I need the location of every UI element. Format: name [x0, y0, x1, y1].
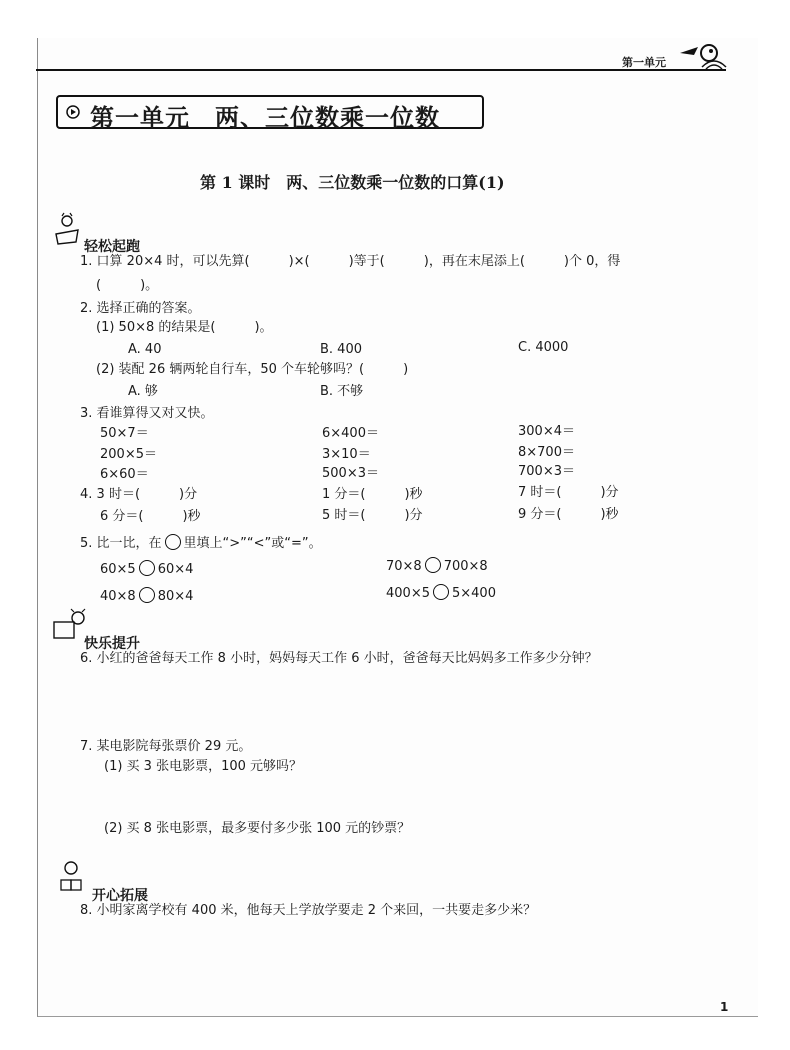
q2-opt-c: C. 4000	[518, 340, 569, 355]
section-warmup: 轻松起跑	[84, 239, 140, 255]
q4-cell: 6 分＝( )秒	[100, 509, 201, 524]
q7-sub1: (1) 买 3 张电影票，100 元够吗？	[104, 759, 303, 774]
q7-stem: 7. 某电影院每张票价 29 元。	[80, 739, 252, 754]
q5-stem	[80, 534, 322, 552]
lesson-title: 第 1 课时 两、三位数乘一位数的口算(1)	[200, 173, 505, 192]
q3-cell: 200×5＝	[100, 447, 157, 462]
compare-circle[interactable]	[139, 587, 155, 603]
q3-cell: 8×700＝	[518, 445, 575, 460]
q2-sub2: (2) 装配 26 辆两轮自行车，50 个车轮够吗？( )	[96, 362, 409, 377]
q8-text: 8. 小明家离学校有 400 米，他每天上学放学要走 2 个来回，一共要走多少米？	[80, 903, 537, 918]
q4-cell: 7 时＝( )分	[518, 485, 619, 500]
q3-stem: 3. 看谁算得又对又快。	[80, 406, 214, 421]
kid-reading-icon	[50, 212, 82, 248]
q2-opt-b: B. 400	[320, 342, 362, 357]
unit-title: 第一单元 两、三位数乘一位数	[90, 103, 440, 132]
q6-text: 6. 小红的爸爸每天工作 8 小时，妈妈每天工作 6 小时，爸爸每天比妈妈多工作多少分钟？	[80, 651, 598, 666]
page-number: 1	[720, 1000, 729, 1014]
kid-on-blocks-icon	[56, 860, 86, 896]
q3-cell: 300×4＝	[518, 424, 575, 439]
q4-cell: 9 分＝( )秒	[518, 507, 619, 522]
q5-pair: 40×8 80×4	[100, 589, 194, 604]
q3-cell: 500×3＝	[322, 466, 379, 481]
q5-stem-a: 5. 比一比，在	[80, 536, 162, 551]
q4-cell: 4. 3 时＝( )分	[80, 487, 198, 502]
q2-sub2-opt-b: B. 不够	[320, 384, 364, 399]
q7-sub2: (2) 买 8 张电影票，最多要付多少张 100 元的钞票？	[104, 821, 411, 836]
q5-pair: 70×8 700×8	[386, 559, 488, 574]
q3-cell: 6×400＝	[322, 426, 379, 441]
q3-cell: 50×7＝	[100, 426, 149, 441]
compare-circle[interactable]	[165, 534, 181, 550]
q2-sub1: (1) 50×8 的结果是( )。	[96, 320, 273, 335]
q5-pair: 60×5 60×4	[100, 562, 194, 577]
unit-tag: 第一单元	[622, 56, 666, 69]
play-icon	[66, 105, 80, 119]
unit-title-box	[56, 95, 484, 132]
q3-cell: 700×3＝	[518, 464, 575, 479]
q5-pair: 400×5 5×400	[386, 586, 496, 601]
bird-logo-icon	[676, 39, 728, 71]
compare-circle[interactable]	[433, 584, 449, 600]
q2-stem: 2. 选择正确的答案。	[80, 301, 201, 316]
compare-circle[interactable]	[139, 560, 155, 576]
q3-cell: 3×10＝	[322, 447, 371, 462]
compare-circle[interactable]	[425, 557, 441, 573]
q4-cell: 5 时＝( )分	[322, 508, 423, 523]
section-extend: 开心拓展	[92, 888, 148, 904]
q1-line1: 1. 口算 20×4 时，可以先算( )×( )等于( )，再在末尾添上( )个 0，得	[80, 254, 621, 269]
q3-cell: 6×60＝	[100, 467, 149, 482]
header-rule	[36, 69, 726, 71]
q2-sub2-opt-a: A. 够	[128, 384, 158, 399]
q1-line2: ( )。	[96, 278, 159, 293]
section-improve: 快乐提升	[84, 636, 140, 652]
q4-cell: 1 分＝( )秒	[322, 487, 423, 502]
q5-stem-b: 里填上“>”“<”或“=”。	[183, 536, 322, 551]
q2-opt-a: A. 40	[128, 342, 162, 357]
